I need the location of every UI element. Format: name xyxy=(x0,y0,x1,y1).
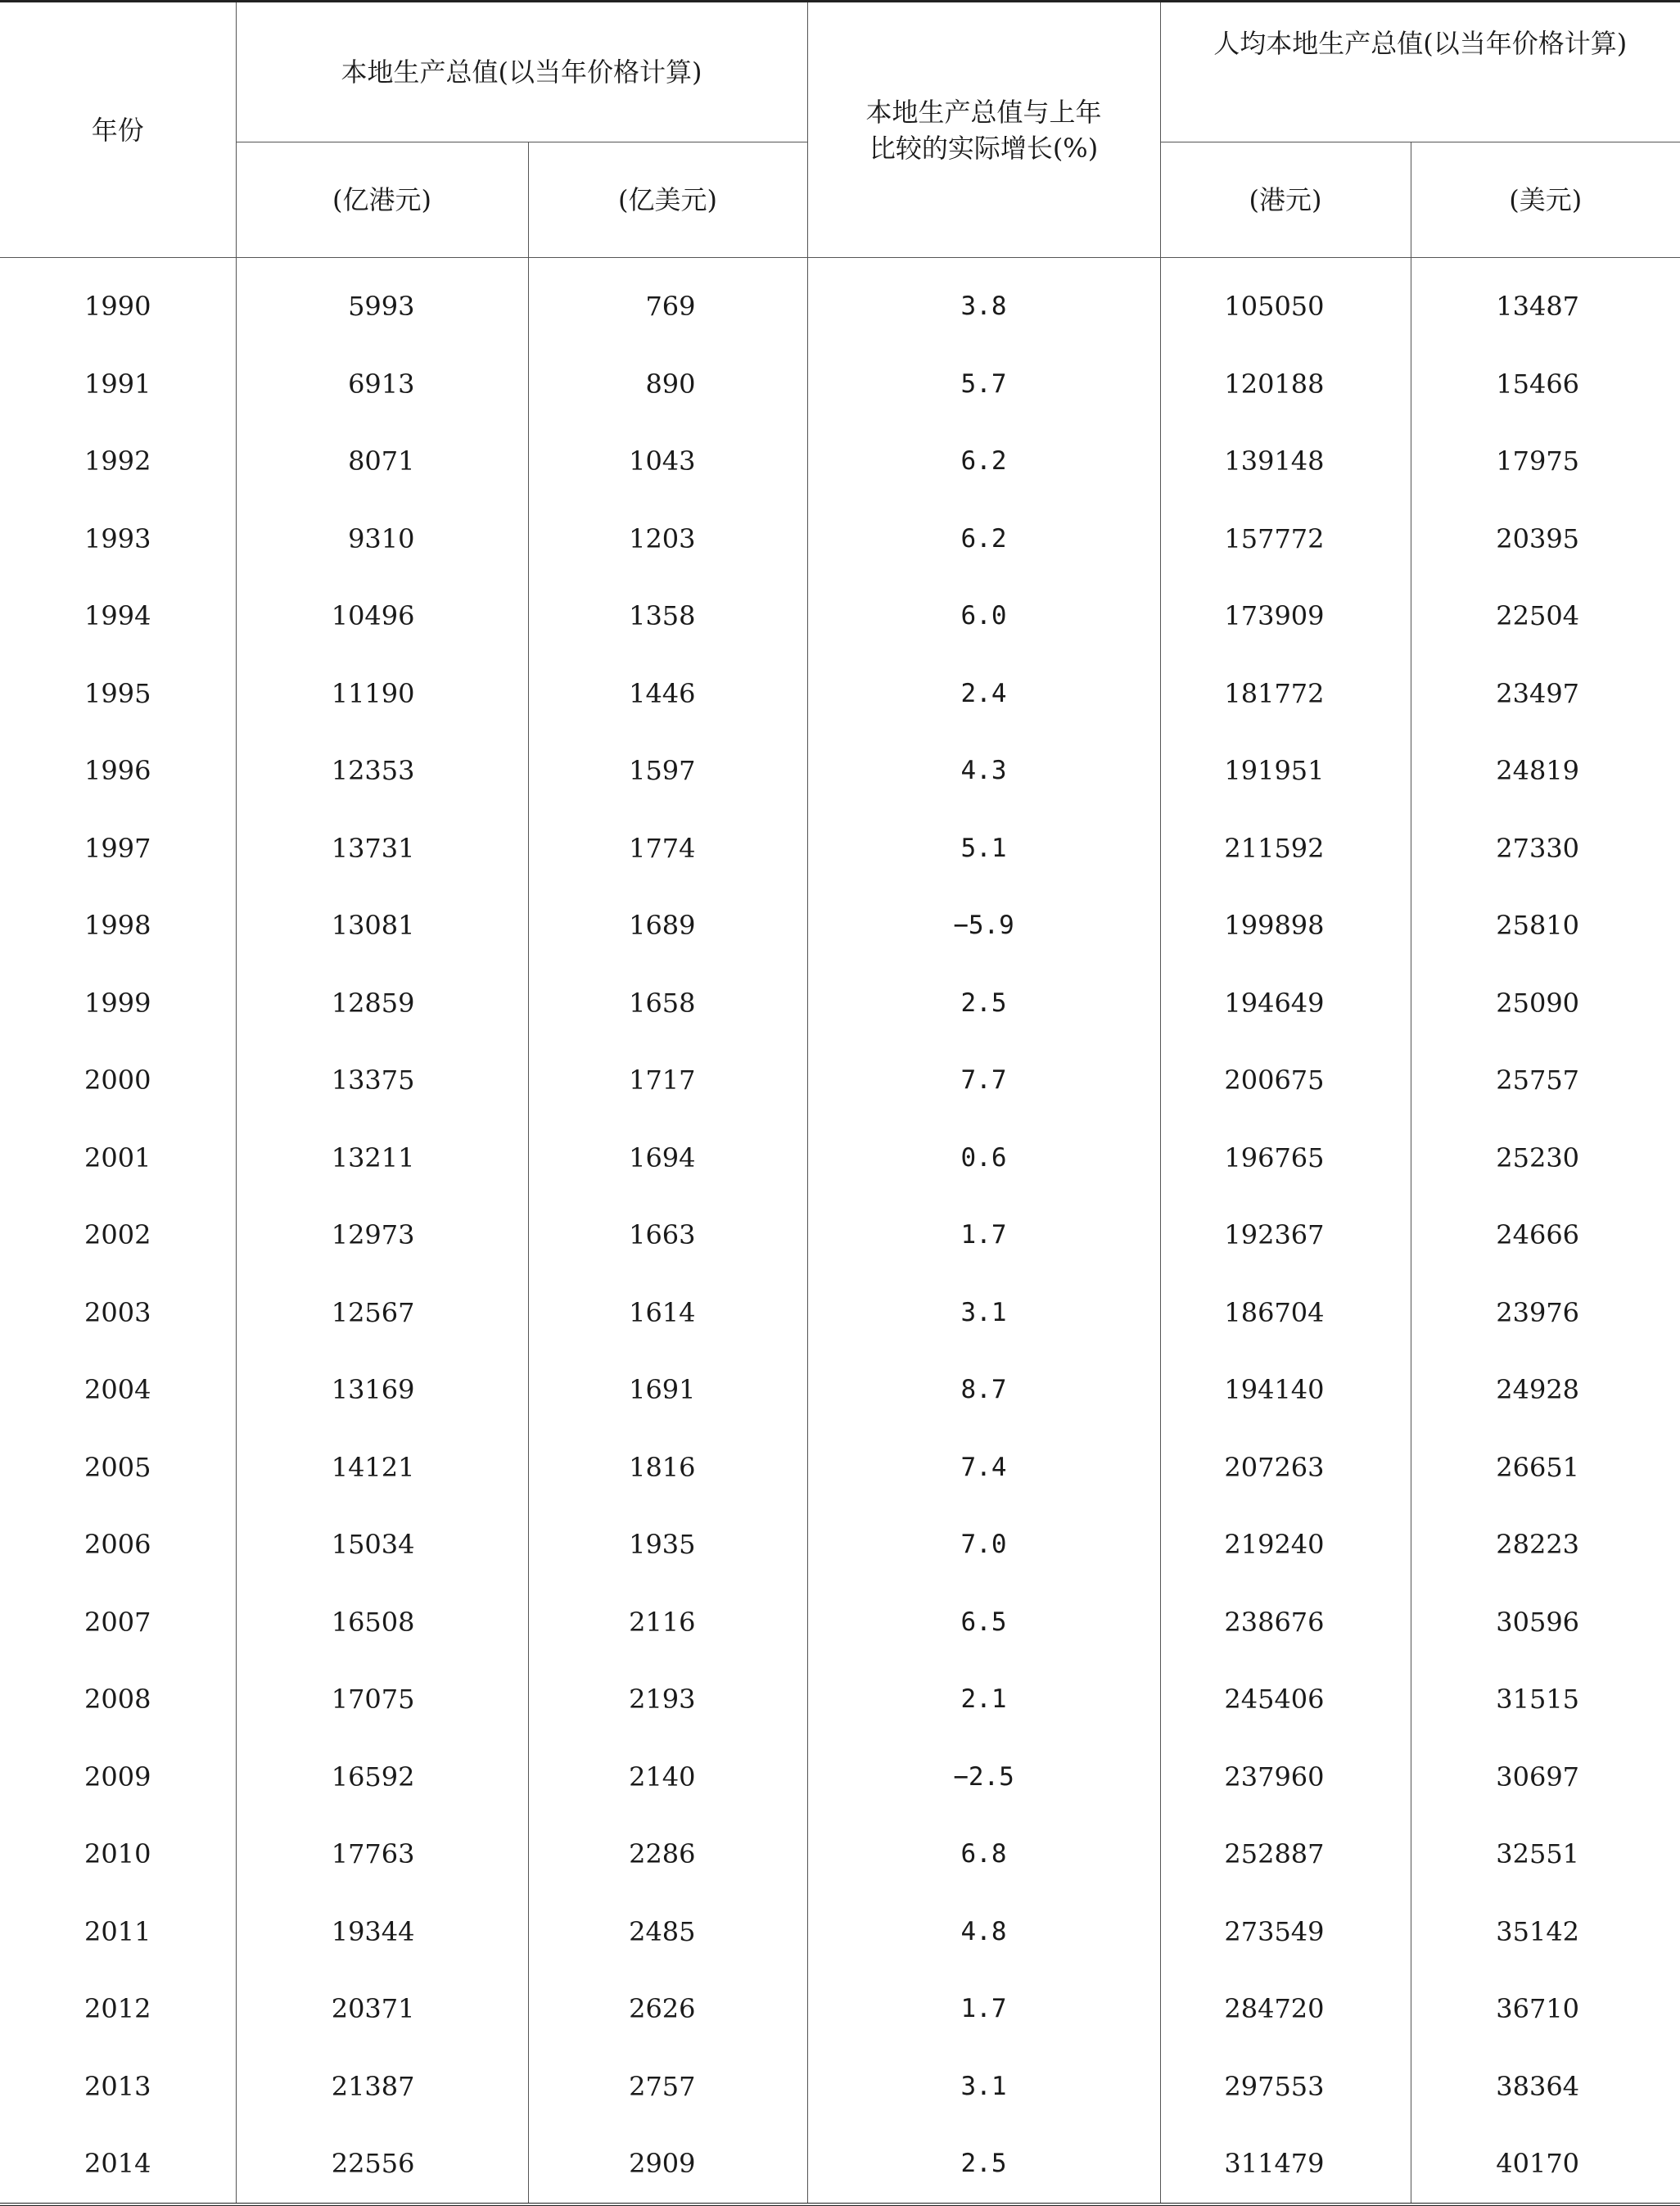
year-cell: 2007 xyxy=(0,1584,236,1661)
real-growth-cell: −5.9 xyxy=(807,887,1160,965)
header-gdp-hkd-unit: (亿港元) xyxy=(236,142,528,258)
gdp-usd-cell: 1203 xyxy=(528,500,807,578)
percap-usd-cell: 23497 xyxy=(1496,677,1580,709)
table-row xyxy=(0,1506,1680,1584)
percap-hkd-cell: 207263 xyxy=(1160,1429,1411,1507)
table-body xyxy=(0,258,1680,2204)
gdp-hkd-cell: 9310 xyxy=(236,500,528,578)
table-header xyxy=(0,2,1680,258)
real-growth-cell: 5.1 xyxy=(807,810,1160,888)
header-gdp-group: 本地生产总值(以当年价格计算) xyxy=(236,2,807,142)
table-row xyxy=(0,810,1680,888)
table-row xyxy=(0,500,1680,578)
table-row xyxy=(0,2048,1680,2126)
real-growth-cell: 3.1 xyxy=(807,2048,1160,2126)
real-growth-cell: 2.1 xyxy=(807,1661,1160,1738)
percap-hkd-cell: 181772 xyxy=(1160,655,1411,733)
table-row xyxy=(0,1429,1680,1507)
gdp-hkd-cell: 13731 xyxy=(236,810,528,888)
percap-usd-cell: 35142 xyxy=(1496,1915,1580,1947)
real-growth-cell: 2.5 xyxy=(807,2125,1160,2204)
year-cell: 1992 xyxy=(0,423,236,500)
percap-hkd-cell: 252887 xyxy=(1160,1815,1411,1893)
gdp-hkd-cell: 12859 xyxy=(236,965,528,1042)
percap-usd-cell: 25757 xyxy=(1496,1065,1580,1096)
header-percap-hkd-unit: (港元) xyxy=(1160,142,1411,258)
table-row xyxy=(0,1738,1680,1816)
gdp-hkd-cell: 17075 xyxy=(236,1661,528,1738)
percap-hkd-cell: 120188 xyxy=(1160,346,1411,423)
gdp-hkd-cell: 13081 xyxy=(236,887,528,965)
header-real-growth xyxy=(807,2,1160,258)
gdp-usd-cell: 890 xyxy=(528,346,807,423)
percap-usd-cell: 40170 xyxy=(1411,2125,1680,2204)
percap-usd-cell: 15466 xyxy=(1496,368,1580,400)
table-row xyxy=(0,1661,1680,1738)
year-cell: 1999 xyxy=(0,965,236,1042)
gdp-hkd-cell: 21387 xyxy=(236,2048,528,2126)
percap-usd-cell: 25090 xyxy=(1496,987,1580,1019)
year-cell: 1993 xyxy=(0,500,236,578)
year-cell: 2001 xyxy=(0,1119,236,1197)
gdp-usd-cell: 2626 xyxy=(528,1970,807,2048)
gdp-usd-cell: 1597 xyxy=(528,732,807,810)
header-year: 年份 xyxy=(0,2,236,258)
year-cell: 2003 xyxy=(0,1274,236,1352)
gdp-hkd-cell: 12567 xyxy=(236,1274,528,1352)
gdp-usd-cell: 1658 xyxy=(528,965,807,1042)
gdp-hkd-cell: 10496 xyxy=(236,577,528,655)
percap-usd-cell: 38364 xyxy=(1496,2070,1580,2102)
gdp-hkd-cell: 12973 xyxy=(236,1196,528,1274)
real-growth-cell: 6.0 xyxy=(807,577,1160,655)
table-row xyxy=(0,1351,1680,1429)
real-growth-cell: 2.4 xyxy=(807,655,1160,733)
year-cell: 2005 xyxy=(0,1429,236,1507)
header-percap-group: 人均本地生产总值(以当年价格计算) xyxy=(1160,2,1680,142)
percap-usd-cell: 28223 xyxy=(1496,1529,1580,1561)
header-gdp-usd-unit: (亿美元) xyxy=(528,142,807,258)
real-growth-cell: −2.5 xyxy=(807,1738,1160,1816)
table-row xyxy=(0,1119,1680,1197)
table-row xyxy=(0,965,1680,1042)
year-cell: 2011 xyxy=(0,1893,236,1971)
percap-hkd-cell: 194649 xyxy=(1160,965,1411,1042)
percap-hkd-cell: 191951 xyxy=(1160,732,1411,810)
table-row xyxy=(0,258,1680,346)
real-growth-cell: 1.7 xyxy=(807,1196,1160,1274)
header-real-growth-line2: 比较的实际增长(%) xyxy=(869,132,1099,164)
percap-hkd-cell: 139148 xyxy=(1160,423,1411,500)
year-cell: 1991 xyxy=(0,346,236,423)
gdp-usd-cell: 2140 xyxy=(528,1738,807,1816)
percap-hkd-cell: 311479 xyxy=(1160,2125,1411,2204)
table-row xyxy=(0,1196,1680,1274)
percap-usd-cell: 36710 xyxy=(1496,1993,1580,2025)
gdp-usd-cell: 1614 xyxy=(528,1274,807,1352)
year-cell: 2000 xyxy=(0,1042,236,1119)
gdp-usd-cell: 2116 xyxy=(528,1584,807,1661)
header-percap-usd-unit: (美元) xyxy=(1411,142,1680,258)
percap-usd-cell: 26651 xyxy=(1496,1451,1580,1483)
gdp-usd-cell: 1689 xyxy=(528,887,807,965)
gdp-usd-cell: 1774 xyxy=(528,810,807,888)
percap-usd-cell: 30596 xyxy=(1496,1606,1580,1638)
percap-hkd-cell: 238676 xyxy=(1160,1584,1411,1661)
year-cell: 1998 xyxy=(0,887,236,965)
gdp-usd-cell: 2909 xyxy=(528,2125,807,2204)
real-growth-cell: 7.7 xyxy=(807,1042,1160,1119)
real-growth-cell: 6.2 xyxy=(807,500,1160,578)
real-growth-cell: 3.1 xyxy=(807,1274,1160,1352)
year-cell: 2010 xyxy=(0,1815,236,1893)
table-row xyxy=(0,2125,1680,2204)
percap-hkd-cell: 157772 xyxy=(1160,500,1411,578)
year-cell: 2012 xyxy=(0,1970,236,2048)
year-cell: 1996 xyxy=(0,732,236,810)
header-real-growth-line1: 本地生产总值与上年 xyxy=(865,96,1102,128)
percap-hkd-cell: 245406 xyxy=(1160,1661,1411,1738)
percap-usd-cell: 17975 xyxy=(1496,445,1580,477)
gdp-hkd-cell: 15034 xyxy=(236,1506,528,1584)
table-row xyxy=(0,655,1680,733)
real-growth-cell: 6.8 xyxy=(807,1815,1160,1893)
percap-usd-cell: 30697 xyxy=(1496,1761,1580,1792)
year-cell: 2002 xyxy=(0,1196,236,1274)
year-cell: 2014 xyxy=(0,2125,236,2204)
real-growth-cell: 3.8 xyxy=(807,258,1160,346)
real-growth-cell: 1.7 xyxy=(807,1970,1160,2048)
percap-hkd-cell: 219240 xyxy=(1160,1506,1411,1584)
percap-usd-cell: 24928 xyxy=(1496,1374,1580,1406)
percap-usd-cell: 24819 xyxy=(1496,755,1580,787)
percap-usd-cell: 22504 xyxy=(1496,600,1580,632)
year-cell: 1997 xyxy=(0,810,236,888)
real-growth-cell: 8.7 xyxy=(807,1351,1160,1429)
gdp-hkd-cell: 12353 xyxy=(236,732,528,810)
gdp-hkd-cell: 14121 xyxy=(236,1429,528,1507)
year-cell: 2009 xyxy=(0,1738,236,1816)
gdp-usd-cell: 1446 xyxy=(528,655,807,733)
table-row xyxy=(0,346,1680,423)
real-growth-cell: 6.5 xyxy=(807,1584,1160,1661)
percap-hkd-cell: 211592 xyxy=(1160,810,1411,888)
percap-hkd-cell: 186704 xyxy=(1160,1274,1411,1352)
percap-usd-cell: 31515 xyxy=(1496,1684,1580,1716)
percap-hkd-cell: 297553 xyxy=(1160,2048,1411,2126)
gdp-hkd-cell: 11190 xyxy=(236,655,528,733)
gdp-hkd-cell: 13375 xyxy=(236,1042,528,1119)
year-cell: 1995 xyxy=(0,655,236,733)
real-growth-cell: 4.3 xyxy=(807,732,1160,810)
table-row xyxy=(0,1274,1680,1352)
gdp-usd-cell: 2286 xyxy=(528,1815,807,1893)
percap-hkd-cell: 196765 xyxy=(1160,1119,1411,1197)
gdp-usd-cell: 2485 xyxy=(528,1893,807,1971)
real-growth-cell: 6.2 xyxy=(807,423,1160,500)
gdp-hkd-cell: 16592 xyxy=(236,1738,528,1816)
real-growth-cell: 5.7 xyxy=(807,346,1160,423)
gdp-hkd-cell: 17763 xyxy=(236,1815,528,1893)
real-growth-cell: 2.5 xyxy=(807,965,1160,1042)
table-row xyxy=(0,1893,1680,1971)
table-row xyxy=(0,1970,1680,2048)
gdp-hkd-cell: 8071 xyxy=(236,423,528,500)
percap-usd-cell: 27330 xyxy=(1496,832,1580,864)
percap-hkd-cell: 194140 xyxy=(1160,1351,1411,1429)
year-cell: 2008 xyxy=(0,1661,236,1738)
real-growth-cell: 0.6 xyxy=(807,1119,1160,1197)
gdp-hkd-cell: 6913 xyxy=(236,346,528,423)
real-growth-cell: 7.0 xyxy=(807,1506,1160,1584)
gdp-usd-cell: 1043 xyxy=(528,423,807,500)
gdp-usd-cell: 1694 xyxy=(528,1119,807,1197)
gdp-hkd-cell: 16508 xyxy=(236,1584,528,1661)
year-cell: 2006 xyxy=(0,1506,236,1584)
table-row xyxy=(0,423,1680,500)
table-row xyxy=(0,1584,1680,1661)
percap-hkd-cell: 237960 xyxy=(1160,1738,1411,1816)
percap-hkd-cell: 284720 xyxy=(1160,1970,1411,2048)
percap-usd-cell: 23976 xyxy=(1496,1296,1580,1328)
year-cell: 2013 xyxy=(0,2048,236,2126)
gdp-hkd-cell: 20371 xyxy=(236,1970,528,2048)
percap-hkd-cell: 173909 xyxy=(1160,577,1411,655)
percap-hkd-cell: 273549 xyxy=(1160,1893,1411,1971)
table-row xyxy=(0,732,1680,810)
gdp-usd-cell: 1663 xyxy=(528,1196,807,1274)
percap-usd-cell: 25230 xyxy=(1496,1141,1580,1173)
gdp-usd-cell: 1717 xyxy=(528,1042,807,1119)
table-row xyxy=(0,577,1680,655)
year-cell: 2004 xyxy=(0,1351,236,1429)
year-cell: 1994 xyxy=(0,577,236,655)
percap-hkd-cell: 192367 xyxy=(1160,1196,1411,1274)
real-growth-cell: 7.4 xyxy=(807,1429,1160,1507)
percap-hkd-cell: 199898 xyxy=(1160,887,1411,965)
percap-usd-cell: 13487 xyxy=(1496,291,1580,323)
percap-usd-cell: 25810 xyxy=(1496,910,1580,942)
gdp-usd-cell: 1691 xyxy=(528,1351,807,1429)
gdp-hkd-cell: 22556 xyxy=(236,2125,528,2204)
table-row xyxy=(0,1815,1680,1893)
percap-hkd-cell: 200675 xyxy=(1160,1042,1411,1119)
real-growth-cell: 4.8 xyxy=(807,1893,1160,1971)
percap-usd-cell: 24666 xyxy=(1496,1219,1580,1251)
gdp-hkd-cell: 19344 xyxy=(236,1893,528,1971)
gdp-usd-cell: 1816 xyxy=(528,1429,807,1507)
percap-usd-cell: 20395 xyxy=(1496,522,1580,554)
percap-hkd-cell: 105050 xyxy=(1160,258,1411,346)
percap-usd-cell: 32551 xyxy=(1496,1838,1580,1870)
gdp-usd-cell: 1935 xyxy=(528,1506,807,1584)
gdp-usd-cell: 2193 xyxy=(528,1661,807,1738)
year-cell: 1990 xyxy=(0,258,236,346)
gdp-usd-cell: 1358 xyxy=(528,577,807,655)
gdp-hkd-cell: 13169 xyxy=(236,1351,528,1429)
table-row xyxy=(0,887,1680,965)
gdp-usd-cell: 2757 xyxy=(528,2048,807,2126)
gdp-hkd-cell: 13211 xyxy=(236,1119,528,1197)
gdp-hkd-cell: 5993 xyxy=(236,258,528,346)
table-row xyxy=(0,1042,1680,1119)
gdp-usd-cell: 769 xyxy=(528,258,807,346)
